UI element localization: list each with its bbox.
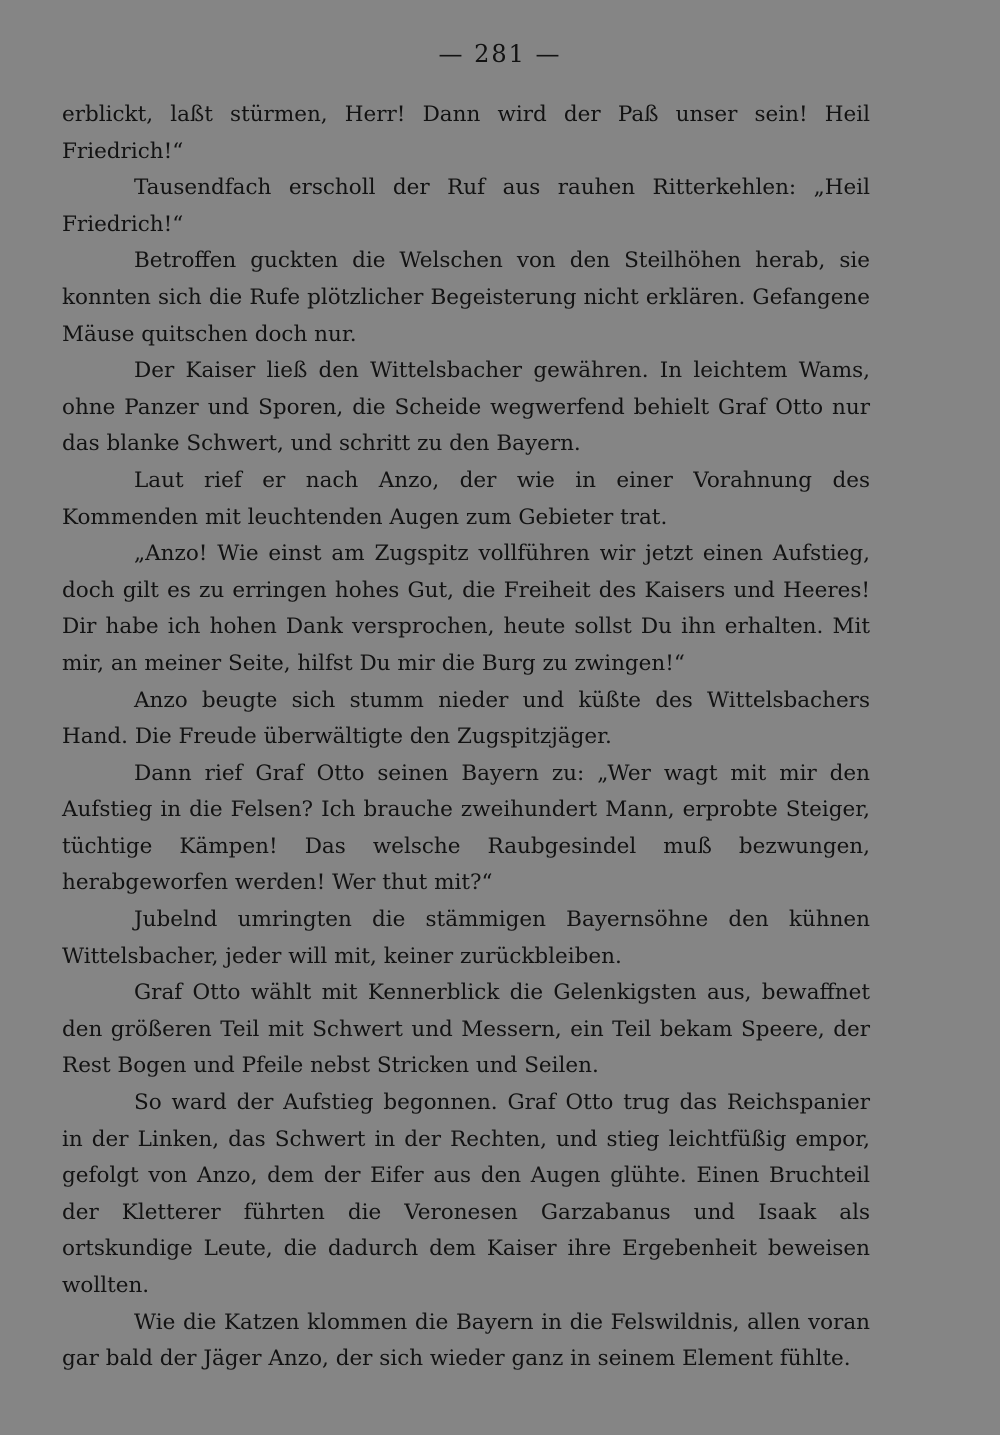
paragraph: Laut rief er nach Anzo, der wie in einer Vorahnung des Kommenden mit leuchtenden Augen zum Gebieter trat.	[62, 467, 870, 530]
paragraph: „Anzo! Wie einst am Zugspitz vollführen wir jetzt einen Aufstieg, doch gilt es zu erringen hohes Gut, die Freiheit des Kaisers und Heeres! Dir habe ich hohen Dank versprochen, heute sollst Du ihn erhalten. Mit mir, an meiner Seite, hilfst Du mir die Burg zu zwingen!“	[62, 541, 870, 676]
paragraph: Jubelnd umringten die stämmigen Bayernsöhne den kühnen Wittelsbacher, jeder will mit, keiner zurückbleiben.	[62, 907, 870, 969]
paragraph: Tausendfach erscholl der Ruf aus rauhen Ritterkehlen: „Heil Friedrich!“	[62, 175, 870, 237]
paragraph: Graf Otto wählt mit Kennerblick die Gelenkigsten aus, bewaffnet den größeren Teil mit Schwert und Messern, ein Teil bekam Speere, der Rest Bogen und Pfeile nebst Stricken und Seilen.	[62, 980, 870, 1079]
paragraph-continuation: erblickt, laßt stürmen, Herr! Dann wird der Paß unser sein! Heil Friedrich!“	[62, 102, 870, 164]
page-number: — 281 —	[438, 40, 562, 68]
paragraph: Betroffen guckten die Welschen von den Steilhöhen herab, sie konnten sich die Rufe plötzlicher Begeisterung nicht erklären. Gefangene Mäuse quitschen doch nur.	[62, 248, 870, 347]
paragraph: Anzo beugte sich stumm nieder und küßte des Wittelsbachers Hand. Die Freude überwältigte den Zugspitzjäger.	[62, 687, 870, 750]
body-text	[62, 97, 870, 1378]
paragraph: Dann rief Graf Otto seinen Bayern zu: „Wer wagt mit mir den Aufstieg in die Felsen? Ich brauche zweihundert Mann, erprobte Steiger, tüchtige Kämpen! Das welsche Raubgesindel muß bezwungen, herabgeworfen werden! Wer thut mit?“	[62, 760, 870, 896]
paragraph: So ward der Aufstieg begonnen. Graf Otto trug das Reichspanier in der Linken, das Schwert in der Rechten, und stieg leichtfüßig empor, gefolgt von Anzo, dem der Eifer aus den Augen glühte. Einen Bruchteil der Kletterer führten die Veronesen Garzabanus und Isaak als ortskundige Leute, die dadurch dem Kaiser ihre Ergebenheit beweisen wollten.	[62, 1090, 870, 1298]
paragraph: Der Kaiser ließ den Wittelsbacher gewähren. In leichtem Wams, ohne Panzer und Sporen, die Scheide wegwerfend behielt Graf Otto nur das blanke Schwert, und schritt zu den Bayern.	[62, 358, 870, 457]
paragraph: Wie die Katzen klommen die Bayern in die Felswildnis, allen voran gar bald der Jäger Anzo, der sich wieder ganz in seinem Element fühlte.	[62, 1309, 870, 1372]
